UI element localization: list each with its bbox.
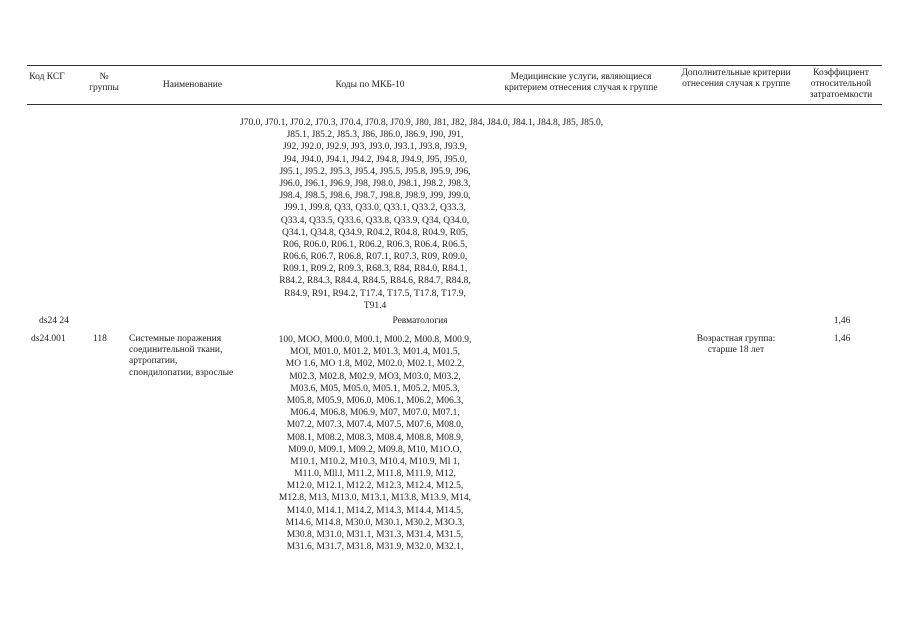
code-line: М09.0, М09.1, М09.2, М09.8, М10, М1О.О, — [288, 444, 462, 455]
row-group-number: 118 — [93, 334, 107, 344]
code-line: R06, R06.0, R06.1, R06.2, R06.3, R06.4, R06.5, — [282, 239, 468, 250]
row-name-line: артропатии, — [129, 356, 178, 367]
code-line: R84.2, R84.3, R84.4, R84.5, R84.6, R84.7, R84.8, — [279, 276, 471, 287]
header-top-rule — [27, 65, 882, 66]
code-line: М02.3, М02.8, М02.9, МО3, М03.0, М03.2, — [289, 371, 461, 382]
section-coefficient: 1,46 — [833, 316, 851, 326]
code-line: М05.8, М05.9, М06.0, М06.1, М06.2, М06.3, — [286, 395, 464, 406]
code-line: М12.0, М12.1, М12.2, М12.3, М12.4, М12.5, — [286, 481, 464, 492]
code-line: М30.8, М31.0, М31.1, М31.3, М31.4, М31.5, — [286, 530, 464, 540]
code-line: М10.1, М10.2, М10.3, М10.4, М10.9, Ml 1, — [290, 456, 460, 467]
code-line: R84.9, R91, R94.2, T17.4, T17.5, T17.8, T17.9, — [284, 288, 466, 299]
row-coefficient: 1,46 — [833, 334, 851, 344]
row-icd-codes — [240, 334, 510, 553]
header-group-number: № группы — [89, 72, 119, 93]
code-line: М08.1, М08.2, М08.3, М08.4, М08.8, М08.9, — [286, 432, 464, 443]
section-code: ds24 24 — [39, 316, 69, 326]
code-line: Q34.1, Q34.8, Q34.9, R04.2, R04.8, R04.9, R05, — [281, 227, 469, 238]
code-line: J99.1, J99.8, Q33, Q33.0, Q33.1, Q33.2, Q33.3, — [284, 203, 466, 214]
code-line: М12.8, М13, М13.0, М13.1, М13.8, М13.9, М14, — [278, 493, 472, 504]
row-extra-criteria — [676, 334, 796, 356]
code-line: Q33.4, Q33.5, Q33.6, Q33.8, Q33.9, Q34, Q34.0, — [280, 215, 470, 226]
row-extra-line: Возрастная группа: — [696, 334, 776, 344]
row-code: ds24.001 — [31, 334, 66, 344]
code-line: М14.6, М14.8, М30.0, М30.1, М30.2, МЗО.3, — [285, 517, 465, 528]
header-extra-criteria: Дополнительные критерии отнесения случая к группе — [681, 68, 791, 89]
code-line: 100, МОО, М00.0, М00.1, М00.2, М00.8, М00.9, — [278, 335, 472, 345]
code-line: М11.0, Mll.l, М11.2, М11.8, М11.9, М12, — [294, 469, 456, 480]
header-name: Наименование — [162, 80, 223, 90]
code-line: М07.2, М07.3, М07.4, М07.5, М07.6, М08.0, — [286, 420, 464, 431]
code-line: R09.1, R09.2, R09.3, R68.3, R84, R84.0, R84.1, — [282, 264, 468, 275]
code-line: М03.6, М05, М05.0, М05.1, М05.2, М05.3, — [290, 383, 460, 394]
code-line: J98.4, J98.5, J98.6, J98.7, J98.8, J98.9, J99, J99.0, — [279, 191, 471, 202]
code-line: М14.0, М14.1, М14.2, М14.3, М14.4, М14.5, — [286, 505, 464, 516]
code-line: J95.1, J95.2, J95.3, J95.4, J95.5, J95.8, J95.9, J96, — [279, 166, 471, 177]
header-code-ksg: Код КСГ — [29, 72, 65, 82]
code-line: J94, J94.0, J94.1, J94.2, J94.8, J94.9, J95, J95.0, — [283, 154, 467, 165]
code-line: М31.6, М31.7, М31.8, М31.9, М32.0, М32.1, — [286, 542, 464, 553]
code-line: T91.4 — [363, 300, 387, 311]
header-icd10-codes: Коды по МКБ-10 — [335, 80, 405, 90]
code-line: J96.0, J96.1, J96.9, J98, J98.0, J98.1, J98.2, J98.3, — [279, 178, 471, 189]
continued-icd-codes — [240, 117, 604, 312]
row-extra-line: старше 18 лет — [707, 345, 765, 356]
header-medical-services: Медицинские услуги, являющиеся критерием отнесения случая к группе — [504, 72, 658, 93]
section-title: Ревматология — [392, 316, 448, 326]
header-bottom-rule — [27, 104, 882, 105]
row-name-line: Системные поражения — [129, 334, 222, 344]
code-line: J92, J92.0, J92.9, J93, J93.0, J93.1, J93.8, J93.9, — [283, 142, 467, 153]
row-name-line: спондилопатии, взрослые — [129, 367, 234, 378]
code-line: J70.0, J70.1, J70.2, J70.3, J70.4, J70.8, J70.9, J80, J81, J82, J84, J84.0, J84.1, J84.8, J85, J85.0, — [240, 118, 604, 128]
code-line: J85.1, J85.2, J85.3, J86, J86.0, J86.9, J90, J91, — [286, 130, 464, 141]
code-line: R06.6, R06.7, R06.8, R07.1, R07.3, R09, R09.0, — [282, 252, 468, 263]
header-coefficient: Коэффициент относительной затратоемкости — [809, 68, 873, 100]
code-line: М06.4, М06.8, М06.9, М07, М07.0, М07.1, — [290, 408, 460, 419]
code-line: МО 1.6, МО 1.8, М02, М02.0, М02.1, М02.2, — [285, 359, 465, 370]
row-name-line: соединительной ткани, — [129, 345, 223, 356]
code-line: МОI, М01.0, М01.2, М01.3, М01.4, М01.5, — [290, 347, 460, 358]
